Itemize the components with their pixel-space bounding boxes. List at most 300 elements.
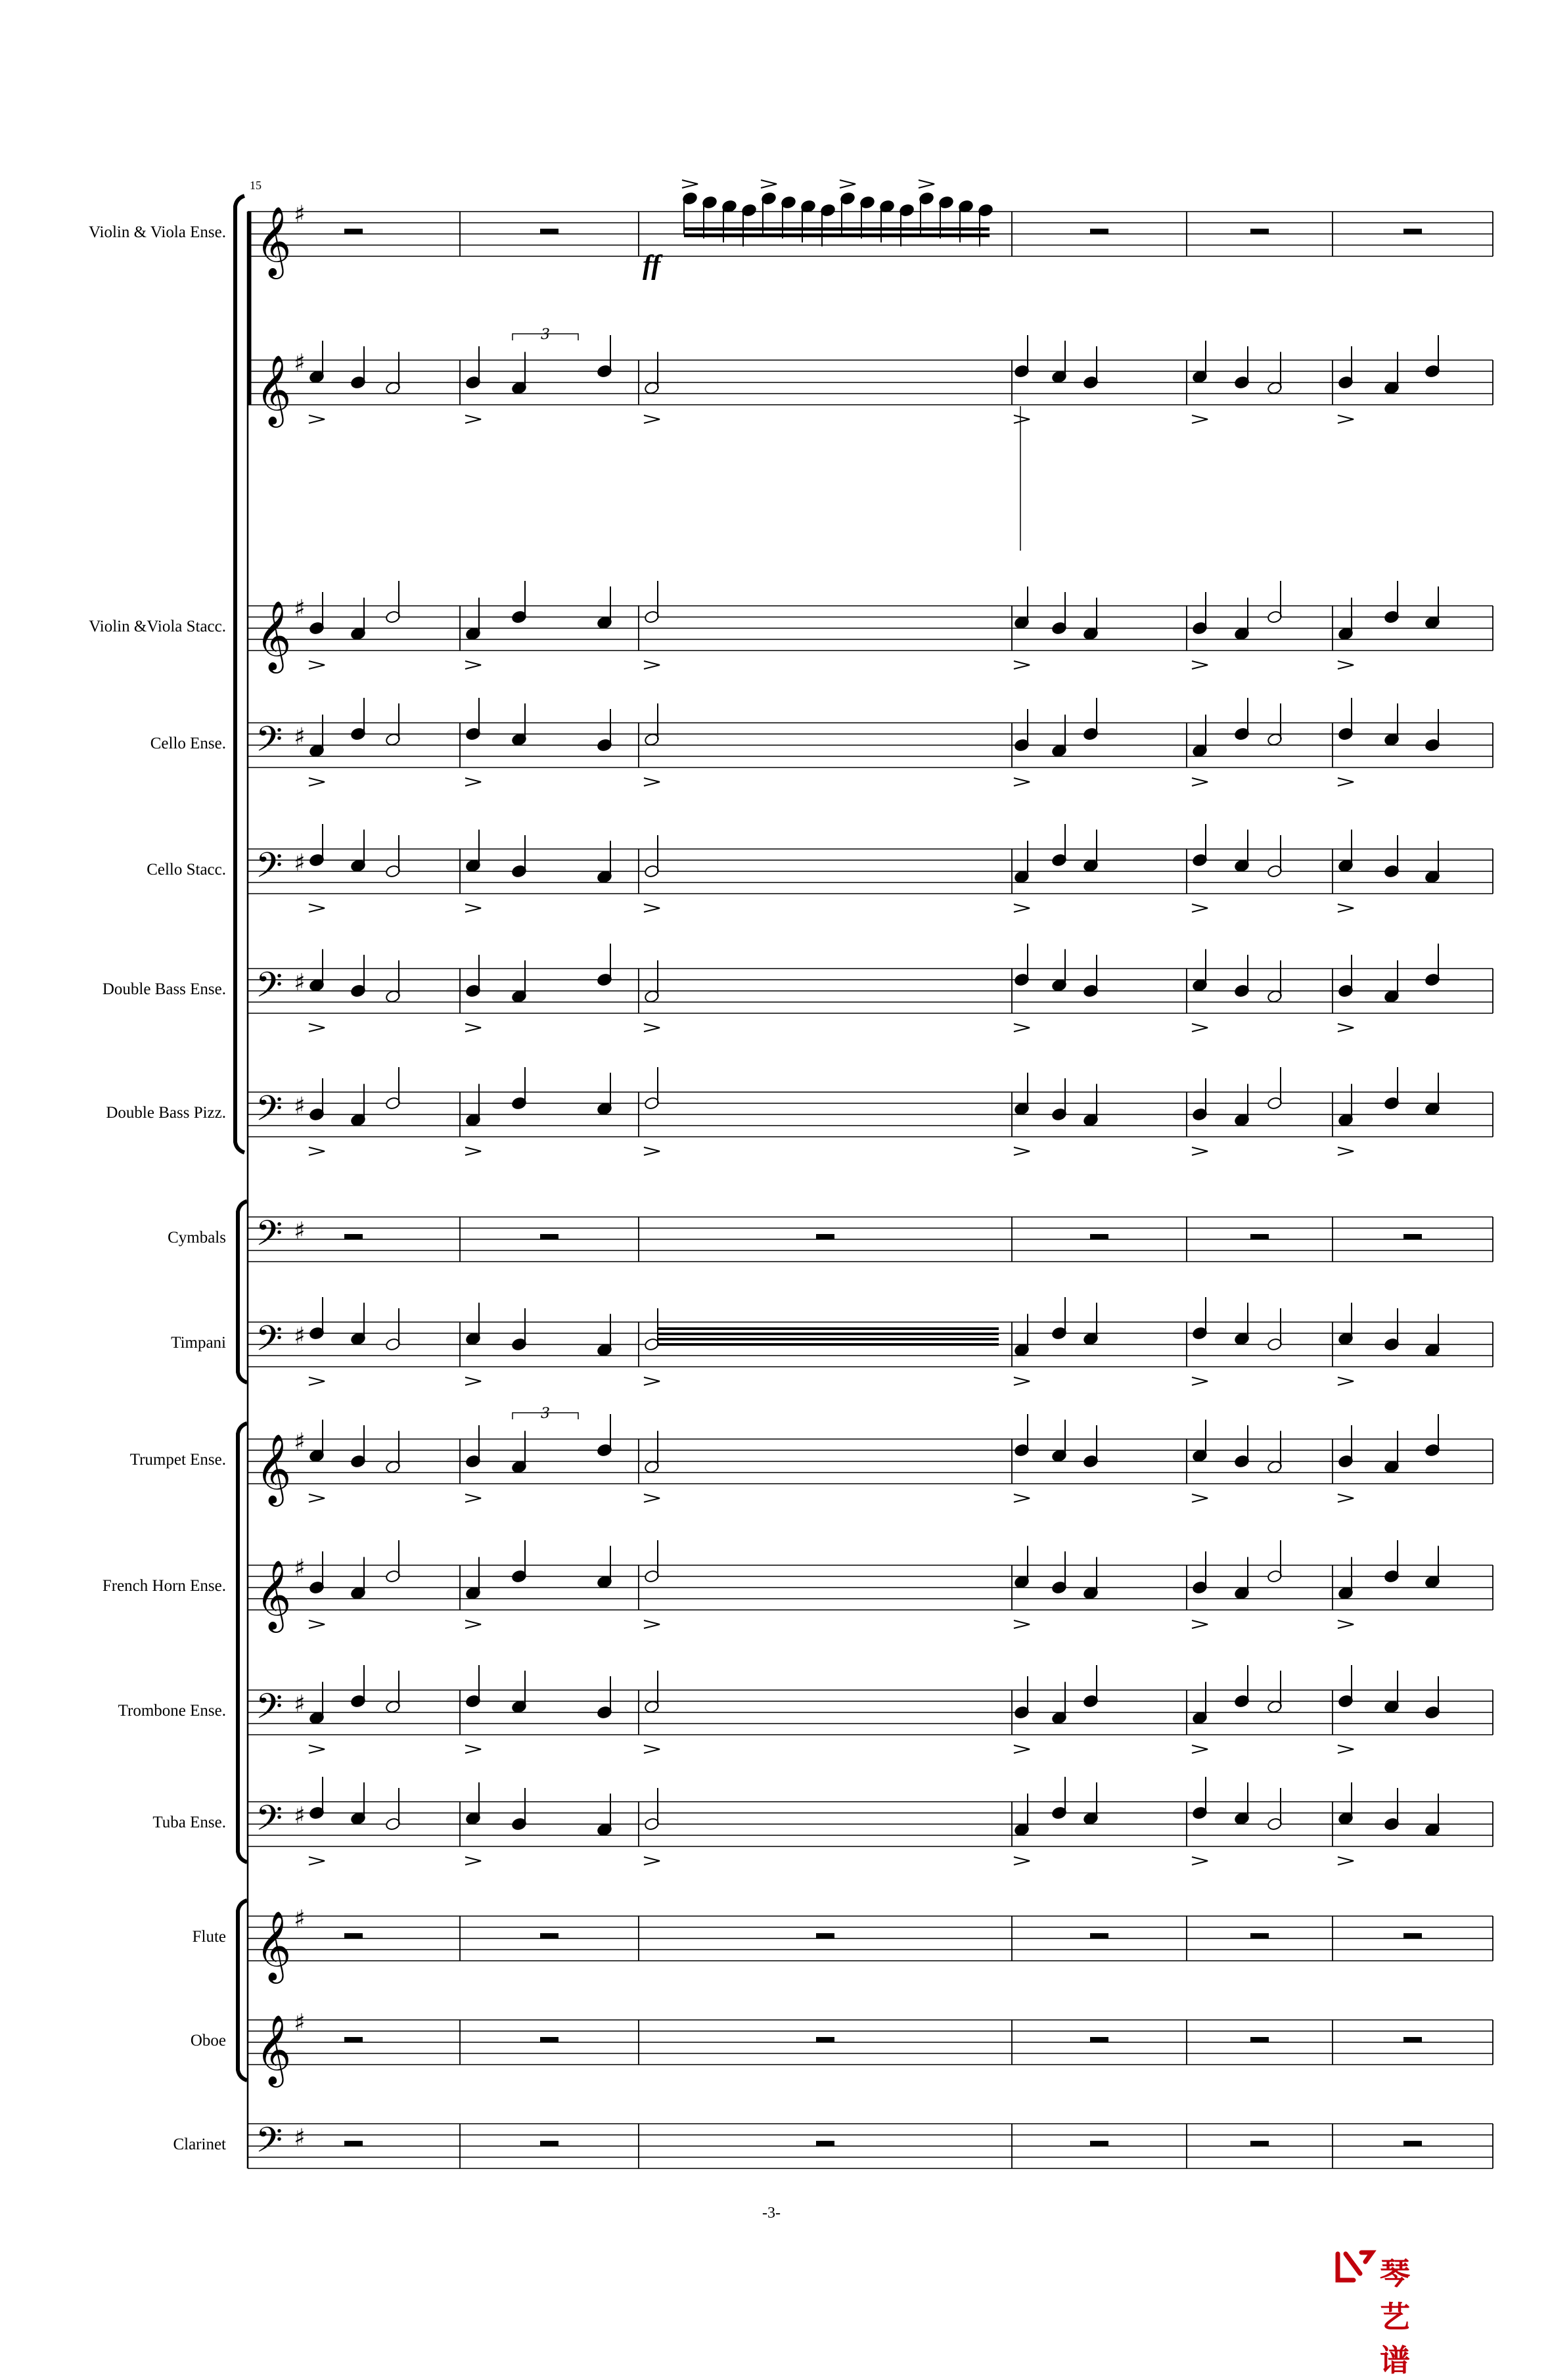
- staff-label: Oboe: [190, 2032, 226, 2049]
- bass-clef-icon: 𝄢: [256, 1319, 283, 1367]
- note: [1234, 346, 1250, 389]
- accent-icon: [465, 1377, 481, 1385]
- page-number: -3-: [762, 2205, 781, 2222]
- note: [1425, 944, 1440, 986]
- note: [1267, 1067, 1283, 1110]
- accent-icon: [1192, 1024, 1208, 1032]
- note: [1234, 1084, 1250, 1127]
- note: [1014, 1414, 1030, 1502]
- note: [350, 1783, 366, 1825]
- accent-icon: [644, 1377, 660, 1385]
- beam: [684, 234, 990, 237]
- note: [597, 1314, 612, 1357]
- accent-icon: [644, 778, 660, 786]
- percussion-bracket: [238, 1201, 247, 1383]
- note: [1051, 1551, 1067, 1594]
- note: [1014, 944, 1030, 1032]
- measure-number: 15: [250, 179, 262, 192]
- key-signature-sharp-icon: ♯: [294, 350, 306, 377]
- note: [385, 581, 401, 624]
- staff-label: Cello Ense.: [150, 735, 226, 752]
- note: [465, 1557, 481, 1629]
- whole-rest-icon: [1090, 1933, 1108, 1938]
- whole-rest-icon: [540, 2037, 558, 2042]
- whole-rest-icon: [344, 229, 363, 234]
- staff-label: Violin & Viola Ense.: [88, 223, 226, 241]
- note: [1384, 961, 1400, 1003]
- tremolo-beam: [657, 1333, 999, 1335]
- note: [1267, 581, 1283, 624]
- treble-clef-icon: 𝄞: [256, 600, 292, 670]
- accent-icon: [1192, 1857, 1208, 1865]
- accent-icon: [465, 778, 481, 786]
- staff-7: [248, 1089, 1493, 1137]
- accent-icon: [309, 1494, 325, 1502]
- accent-icon: [1338, 1147, 1354, 1155]
- accent-icon: [644, 1620, 660, 1628]
- accent-icon: [1014, 1745, 1030, 1753]
- note: [1051, 1777, 1067, 1819]
- staff-13: [248, 1798, 1493, 1847]
- note: [1192, 715, 1208, 787]
- note: [919, 180, 934, 235]
- note: [350, 1303, 366, 1346]
- note: [1267, 1671, 1283, 1714]
- staff-2: [248, 350, 1493, 428]
- bass-clef-icon: 𝄢: [256, 965, 283, 1014]
- accent-icon: [309, 1745, 325, 1753]
- note: [597, 1073, 612, 1116]
- whole-rest-icon: [816, 1234, 834, 1239]
- note: [1192, 1078, 1208, 1155]
- bass-clef-icon: 𝄢: [256, 1798, 283, 1847]
- whole-rest-icon: [816, 2037, 834, 2042]
- note: [385, 1308, 401, 1351]
- note: [1083, 1557, 1099, 1600]
- note: [597, 1414, 612, 1457]
- note: [1051, 592, 1067, 635]
- note: [1083, 1783, 1099, 1825]
- note: [1083, 1303, 1099, 1346]
- key-signature-sharp-icon: ♯: [294, 201, 306, 228]
- note: [938, 196, 954, 239]
- note: [1083, 1665, 1099, 1708]
- note: [350, 698, 366, 741]
- key-signature-sharp-icon: ♯: [294, 1555, 306, 1582]
- note: [465, 1665, 481, 1753]
- note: [1083, 598, 1099, 641]
- accent-icon: [1192, 904, 1208, 912]
- note: [465, 1084, 481, 1156]
- note: [511, 1431, 527, 1474]
- note: [465, 598, 481, 670]
- whole-rest-icon: [1250, 2141, 1269, 2146]
- accent-icon: [1338, 1377, 1354, 1385]
- note: [465, 1425, 481, 1502]
- note: [597, 1794, 612, 1837]
- dynamic-marking: ff: [643, 250, 661, 281]
- staff-label: Cello Stacc.: [147, 861, 226, 879]
- note: [741, 204, 757, 246]
- note: [385, 704, 401, 746]
- note: [1267, 1540, 1283, 1583]
- note: [350, 830, 366, 873]
- note: [1425, 1314, 1440, 1357]
- note: [1192, 1551, 1208, 1628]
- note: [511, 835, 527, 878]
- accent-icon: [309, 1147, 325, 1155]
- accent-icon: [1192, 1494, 1208, 1502]
- whole-rest-icon: [344, 1234, 363, 1239]
- whole-rest-icon: [344, 1933, 363, 1938]
- strings-bracket: [235, 196, 244, 1153]
- note: [385, 835, 401, 878]
- staff-11: [248, 1555, 1493, 1633]
- accent-icon: [1014, 778, 1030, 786]
- staff-6: [248, 965, 1493, 1014]
- whole-rest-icon: [540, 1933, 558, 1938]
- note: [1014, 1676, 1030, 1753]
- note: [597, 1676, 612, 1719]
- note: [385, 961, 401, 1003]
- note: [820, 204, 836, 246]
- note: [1083, 346, 1099, 389]
- note: [385, 1540, 401, 1583]
- note: [511, 1788, 527, 1831]
- key-signature-sharp-icon: ♯: [294, 1093, 306, 1120]
- key-signature-sharp-icon: ♯: [294, 1906, 306, 1933]
- accent-icon: [644, 1024, 660, 1032]
- whole-rest-icon: [344, 2141, 363, 2146]
- note: [644, 352, 660, 424]
- tremolo-beam: [657, 1343, 999, 1346]
- staff-label: Tuba Ense.: [152, 1814, 226, 1831]
- accent-icon: [1192, 778, 1208, 786]
- note: [1425, 1546, 1440, 1589]
- accent-icon: [1014, 1857, 1030, 1865]
- accent-icon: [761, 180, 777, 188]
- note: [1192, 1682, 1208, 1754]
- note: [309, 1777, 325, 1865]
- accent-icon: [465, 1024, 481, 1032]
- note: [644, 1540, 660, 1628]
- accent-icon: [465, 904, 481, 912]
- accent-icon: [309, 1620, 325, 1628]
- treble-clef-icon: 𝄞: [256, 1910, 292, 1980]
- accent-icon: [309, 1377, 325, 1385]
- note: [1384, 1308, 1400, 1351]
- note: [644, 1308, 660, 1385]
- treble-clef-icon: 𝄞: [256, 354, 292, 424]
- accent-icon: [644, 1147, 660, 1155]
- note: [1051, 1297, 1067, 1340]
- note: [1384, 1540, 1400, 1583]
- staff-label: Violin &Viola Stacc.: [89, 618, 226, 635]
- note: [385, 1671, 401, 1714]
- note: [644, 835, 660, 912]
- note: [644, 1788, 660, 1865]
- note: [597, 944, 612, 986]
- note: [1338, 346, 1354, 423]
- note: [1425, 1794, 1440, 1837]
- accent-icon: [309, 904, 325, 912]
- staff-5: [248, 846, 1493, 894]
- staff-label: Timpani: [171, 1334, 226, 1352]
- note: [597, 841, 612, 884]
- accent-icon: [465, 1620, 481, 1628]
- note: [1338, 1665, 1354, 1753]
- note: [511, 961, 527, 1003]
- accent-icon: [1014, 1620, 1030, 1628]
- accent-icon: [1014, 1024, 1030, 1032]
- note: [1425, 1414, 1440, 1457]
- note: [1192, 1777, 1208, 1865]
- bass-clef-icon: 𝄢: [256, 846, 283, 894]
- note: [511, 581, 527, 624]
- accent-icon: [1014, 1377, 1030, 1385]
- key-signature-sharp-icon: ♯: [294, 2009, 306, 2036]
- accent-icon: [309, 661, 325, 669]
- accent-icon: [309, 1857, 325, 1865]
- whole-rest-icon: [540, 229, 558, 234]
- note: [1338, 698, 1354, 786]
- staff-label: French Horn Ense.: [102, 1577, 226, 1595]
- note: [1425, 709, 1440, 752]
- note: [1384, 1671, 1400, 1714]
- accent-icon: [840, 180, 855, 188]
- whole-rest-icon: [1403, 1234, 1422, 1239]
- note: [350, 346, 366, 389]
- accent-icon: [465, 415, 481, 423]
- note: [511, 1067, 527, 1110]
- tremolo-beam: [657, 1327, 999, 1330]
- staff-12: [248, 1687, 1493, 1735]
- staff-label: Clarinet: [173, 2136, 226, 2153]
- staff-4: [248, 720, 1493, 768]
- accent-icon: [1192, 1377, 1208, 1385]
- brand-name: 琴艺谱: [1380, 2256, 1410, 2378]
- whole-rest-icon: [816, 1933, 834, 1938]
- key-signature-sharp-icon: ♯: [294, 969, 306, 996]
- staff-8: [248, 1214, 1493, 1262]
- accent-icon: [1338, 778, 1354, 786]
- note: [597, 1546, 612, 1589]
- accent-icon: [465, 661, 481, 669]
- accent-icon: [644, 904, 660, 912]
- note: [682, 180, 698, 235]
- note: [350, 1665, 366, 1708]
- key-signature-sharp-icon: ♯: [294, 1218, 306, 1245]
- note: [1192, 824, 1208, 912]
- note: [350, 1425, 366, 1468]
- accent-icon: [1338, 1024, 1354, 1032]
- treble-clef-icon: 𝄞: [256, 1433, 292, 1503]
- note: [1384, 1067, 1400, 1110]
- note: [385, 352, 401, 395]
- note: [309, 824, 325, 912]
- note: [465, 346, 481, 423]
- staff-label: Flute: [192, 1928, 226, 1946]
- note: [761, 180, 777, 235]
- note: [978, 204, 993, 246]
- note: [1051, 1078, 1067, 1121]
- staff-16: [248, 2120, 1493, 2169]
- key-signature-sharp-icon: ♯: [294, 1429, 306, 1455]
- accent-icon: [309, 415, 325, 423]
- note: [1051, 1420, 1067, 1463]
- note: [1234, 1303, 1250, 1346]
- note: [1083, 698, 1099, 741]
- note: [1192, 592, 1208, 669]
- whole-rest-icon: [1250, 1234, 1269, 1239]
- note: [309, 1682, 325, 1754]
- key-signature-sharp-icon: ♯: [294, 1323, 306, 1350]
- key-signature-sharp-icon: ♯: [294, 2124, 306, 2151]
- note: [644, 1067, 660, 1155]
- note: [1234, 830, 1250, 873]
- note: [1338, 1425, 1354, 1502]
- bass-clef-icon: 𝄢: [256, 720, 283, 768]
- note: [1051, 1682, 1067, 1725]
- accent-icon: [1338, 1620, 1354, 1628]
- accent-icon: [682, 180, 698, 188]
- note: [899, 204, 915, 246]
- note: [511, 1671, 527, 1714]
- accent-icon: [644, 1745, 660, 1753]
- note: [465, 955, 481, 1032]
- note: [644, 1431, 660, 1503]
- note: [1425, 587, 1440, 629]
- accent-icon: [1014, 1494, 1030, 1502]
- note: [385, 1431, 401, 1474]
- accent-icon: [644, 1857, 660, 1865]
- accent-icon: [1338, 1857, 1354, 1865]
- accent-icon: [1014, 1147, 1030, 1155]
- note: [1267, 1431, 1283, 1474]
- note: [1384, 581, 1400, 624]
- note: [1051, 715, 1067, 758]
- note: [1083, 955, 1099, 997]
- staff-label: Double Bass Pizz.: [106, 1104, 226, 1122]
- accent-icon: [644, 415, 660, 423]
- accent-icon: [1192, 1620, 1208, 1628]
- note: [1234, 598, 1250, 641]
- whole-rest-icon: [540, 1234, 558, 1239]
- note: [1338, 1557, 1354, 1629]
- staff-label: Trombone Ense.: [118, 1702, 226, 1720]
- note: [1234, 1665, 1250, 1708]
- accent-icon: [919, 180, 934, 188]
- note: [1338, 598, 1354, 670]
- note: [385, 1067, 401, 1110]
- accent-icon: [644, 1494, 660, 1502]
- staff-1: [248, 201, 1493, 279]
- key-signature-sharp-icon: ♯: [294, 1691, 306, 1718]
- tremolo-beam: [657, 1338, 999, 1340]
- note: [597, 587, 612, 629]
- note: [859, 196, 875, 239]
- note: [350, 955, 366, 997]
- tuplet-number: 3: [541, 1406, 550, 1422]
- bass-clef-icon: 𝄢: [256, 2120, 283, 2169]
- note: [1338, 955, 1354, 1032]
- bass-clef-icon: 𝄢: [256, 1214, 283, 1262]
- note: [511, 704, 527, 746]
- whole-rest-icon: [1250, 1933, 1269, 1938]
- note: [1384, 704, 1400, 746]
- staff-label: Cymbals: [168, 1229, 226, 1247]
- note: [350, 598, 366, 641]
- whole-rest-icon: [1250, 2037, 1269, 2042]
- note: [1384, 1431, 1400, 1474]
- note: [1425, 1676, 1440, 1719]
- key-signature-sharp-icon: ♯: [294, 850, 306, 877]
- note: [309, 1297, 325, 1385]
- note: [350, 1557, 366, 1600]
- staff-3: [248, 595, 1493, 674]
- note: [1267, 704, 1283, 746]
- note: [350, 1084, 366, 1127]
- note: [1234, 1557, 1250, 1600]
- accent-icon: [644, 661, 660, 669]
- note: [702, 196, 718, 239]
- note: [1051, 950, 1067, 992]
- accent-icon: [1014, 661, 1030, 669]
- key-signature-sharp-icon: ♯: [294, 595, 306, 622]
- note: [309, 1078, 325, 1155]
- accent-icon: [1338, 1745, 1354, 1753]
- note: [1234, 698, 1250, 741]
- note: [1014, 841, 1030, 913]
- whole-rest-icon: [1403, 2141, 1422, 2146]
- beam: [684, 227, 990, 231]
- note: [309, 715, 325, 787]
- note: [597, 709, 612, 752]
- accent-icon: [309, 1024, 325, 1032]
- whole-rest-icon: [1090, 229, 1108, 234]
- whole-rest-icon: [1090, 1234, 1108, 1239]
- note: [1051, 824, 1067, 867]
- note: [1267, 1308, 1283, 1351]
- accent-icon: [1338, 904, 1354, 912]
- accent-icon: [1192, 661, 1208, 669]
- treble-clef-icon: 𝄞: [256, 2014, 292, 2084]
- accent-icon: [1338, 1494, 1354, 1502]
- note: [1014, 335, 1030, 423]
- note: [1267, 961, 1283, 1003]
- note: [1425, 841, 1440, 884]
- whole-rest-icon: [816, 2141, 834, 2146]
- accent-icon: [465, 1857, 481, 1865]
- note: [1014, 1314, 1030, 1386]
- bass-clef-icon: 𝄢: [256, 1687, 283, 1735]
- bass-clef-icon: 𝄢: [256, 1089, 283, 1137]
- whole-rest-icon: [1090, 2141, 1108, 2146]
- note: [309, 592, 325, 669]
- woodwind-bracket: [238, 1900, 247, 2080]
- note: [1267, 1788, 1283, 1831]
- staff-label: Double Bass Ense.: [102, 980, 226, 998]
- note: [1234, 1425, 1250, 1468]
- note: [644, 581, 660, 669]
- accent-icon: [465, 1494, 481, 1502]
- accent-icon: [1014, 415, 1030, 423]
- note: [1083, 1084, 1099, 1127]
- staff-14: [248, 1906, 1493, 1984]
- note: [1083, 1425, 1099, 1468]
- whole-rest-icon: [1403, 229, 1422, 234]
- treble-clef-icon: 𝄞: [256, 206, 292, 276]
